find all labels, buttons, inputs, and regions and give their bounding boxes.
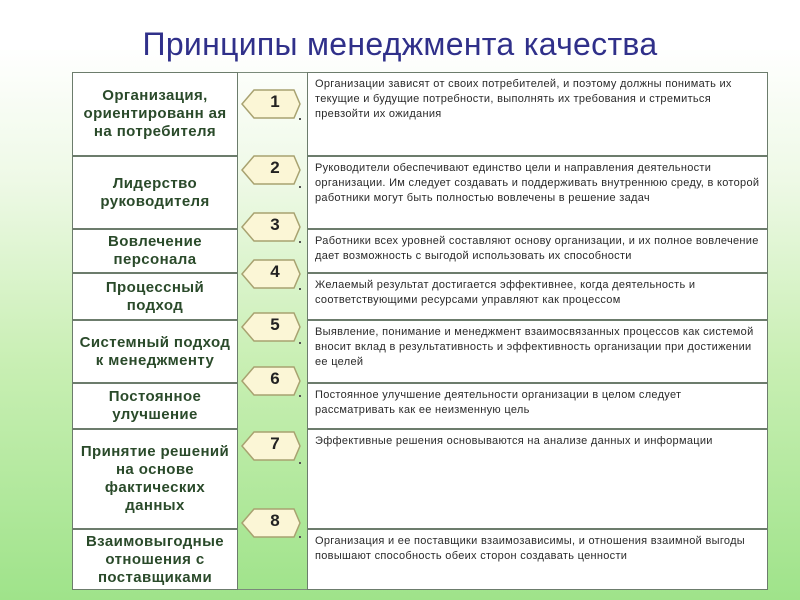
principle-description-5: Выявление, понимание и менеджмент взаимосвязанных процессов как системой вносит вклад в результативность и эффективность организации при достижении ее целей: [307, 320, 768, 383]
principle-name-3: Вовлечение персонала: [72, 229, 238, 273]
principle-description-1: Организации зависят от своих потребителей, и поэтому должны понимать их текущие и будущие потребности, выполнять их требования и стремиться превзойти их ожидания: [307, 72, 768, 156]
arrow-marker-7: [240, 430, 302, 462]
dot-marker: [299, 186, 301, 188]
arrow-number-3: 3: [270, 215, 280, 234]
arrow-marker-8: [240, 507, 302, 539]
arrow-marker-2: [240, 154, 302, 186]
principle-name-2: Лидерство руководителя: [72, 156, 238, 229]
principle-name-1: Организация, ориентированн ая на потребителя: [72, 72, 238, 156]
dot-marker: [299, 288, 301, 290]
arrow-number-4: 4: [270, 262, 280, 281]
principle-description-2: Руководители обеспечивают единство цели и направления деятельности организации. Им следует создавать и поддерживать внутреннюю среду, в которой работники могут быть полностью вовлечены в решение задач: [307, 156, 768, 229]
arrow-number-6: 6: [270, 369, 280, 388]
dot-marker: [299, 536, 301, 538]
principle-name-8: Взаимовыгодные отношения с поставщиками: [72, 529, 238, 590]
principle-description-4: Желаемый результат достигается эффективнее, когда деятельность и соответствующими ресурсами управляют как процессом: [307, 273, 768, 320]
arrow-marker-1: [240, 88, 302, 120]
arrow-marker-3: [240, 211, 302, 243]
principle-name-6: Постоянное улучшение: [72, 383, 238, 429]
arrow-marker-4: [240, 258, 302, 290]
arrow-number-2: 2: [270, 158, 280, 177]
arrow-number-1: 1: [270, 92, 280, 111]
arrow-number-7: 7: [270, 434, 280, 453]
principle-name-4: Процессный подход: [72, 273, 238, 320]
dot-marker: [299, 462, 301, 464]
principle-description-8: Организация и ее поставщики взаимозависимы, и отношения взаимной выгоды повышают способность обеих сторон создавать ценности: [307, 529, 768, 590]
principle-description-6: Постоянное улучшение деятельности организации в целом следует рассматривать как ее неизменную цель: [307, 383, 768, 429]
slide-title: Принципы менеджмента качества: [142, 26, 658, 62]
dot-marker: [299, 342, 301, 344]
descriptions-column: [307, 72, 768, 590]
arrow-marker-6: [240, 365, 302, 397]
principle-name-5: Системный подход к менеджменту: [72, 320, 238, 383]
principles-column: [72, 72, 238, 590]
principle-name-7: Принятие решений на основе фактических данных: [72, 429, 238, 529]
arrow-number-8: 8: [270, 511, 280, 530]
arrow-marker-5: [240, 311, 302, 343]
dot-marker: [299, 118, 301, 120]
dot-marker: [299, 395, 301, 397]
principle-description-7: Эффективные решения основываются на анализе данных и информации: [307, 429, 768, 529]
dot-marker: [299, 241, 301, 243]
arrow-number-5: 5: [270, 315, 280, 334]
principle-description-3: Работники всех уровней составляют основу организации, и их полное вовлечение дает возможность с выгодой использовать их способности: [307, 229, 768, 273]
